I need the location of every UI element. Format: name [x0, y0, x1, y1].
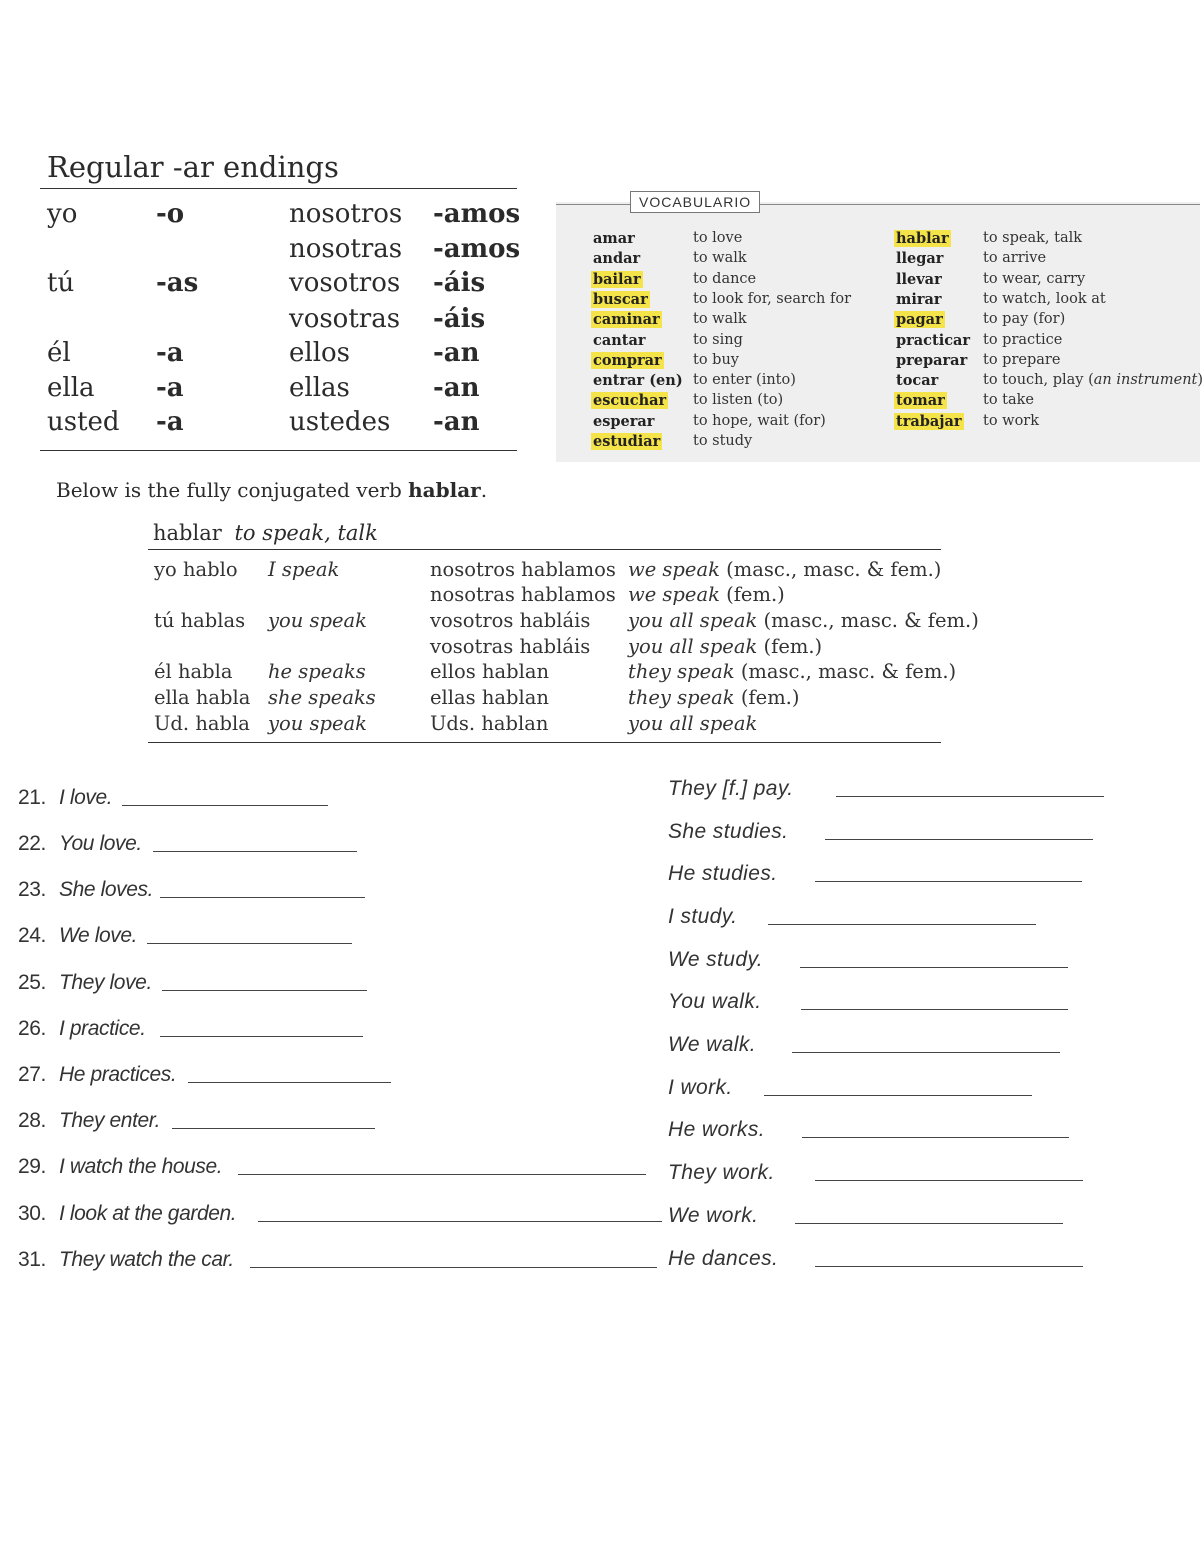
vocab-meaning-text: to work — [983, 412, 1040, 429]
vocab-word: llegar — [896, 250, 944, 268]
ending-plural-subject: nosotros — [289, 199, 403, 229]
conj-singular-english: she speaks — [268, 686, 376, 709]
ending-plural-suffix: -an — [433, 373, 480, 403]
answer-blank — [250, 1267, 657, 1268]
vocab-meaning — [983, 291, 1106, 307]
endings-bottom-rule — [40, 450, 517, 451]
conj-plural: vosotros habláis — [430, 609, 591, 632]
conj-plural-english — [628, 583, 785, 606]
exercise-number: 23. — [18, 878, 46, 901]
conj-singular: ella habla — [154, 686, 251, 709]
conj-plural-english — [628, 609, 979, 632]
vocab-meaning — [983, 311, 1065, 327]
conj-plural-english-text: you all speak — [628, 635, 758, 658]
hablar-table-heading — [153, 521, 378, 545]
answer-blank — [238, 1174, 646, 1175]
vocab-meaning — [983, 332, 1062, 348]
vocab-meaning: to walk — [693, 311, 747, 328]
vocab-meaning — [983, 372, 1203, 388]
vocab-word: tomar — [896, 392, 945, 410]
exercise-prompt: I look at the garden. — [59, 1202, 237, 1225]
conj-singular: él habla — [154, 660, 233, 683]
exercise-prompt: He dances. — [668, 1247, 779, 1270]
vocab-word: buscar — [593, 290, 648, 308]
answer-blank — [764, 1095, 1032, 1096]
vocab-word: bailar — [593, 270, 641, 288]
vocabulary-label: VOCABULARIO — [630, 191, 760, 213]
ending-subject: yo — [47, 199, 78, 229]
vocab-meaning-text: to watch, look at — [983, 290, 1106, 307]
conj-plural-note: (masc., masc. & fem.) — [734, 660, 957, 683]
vocab-word: escuchar — [593, 392, 667, 410]
vocab-meaning — [983, 250, 1046, 266]
conj-singular-english: you speak — [268, 609, 367, 632]
conj-plural-note: (fem.) — [734, 686, 800, 709]
exercise-prompt: He studies. — [668, 862, 778, 885]
conj-plural: ellos hablan — [430, 660, 550, 683]
vocab-meaning: to listen (to) — [693, 392, 784, 409]
vocab-meaning: to walk — [693, 250, 747, 267]
conj-plural: Uds. hablan — [430, 712, 549, 735]
ending-suffix: -a — [156, 373, 184, 403]
ending-subject: tú — [47, 268, 75, 298]
hablar-top-rule — [148, 549, 941, 550]
conj-plural-english — [628, 558, 941, 581]
exercise-prompt: She studies. — [668, 820, 789, 843]
ending-plural-suffix: -amos — [433, 234, 521, 264]
conj-plural-english-text: they speak — [628, 686, 735, 709]
hablar-meaning: to speak, talk — [234, 521, 378, 545]
vocab-meaning — [983, 271, 1085, 287]
vocab-word: esperar — [593, 412, 655, 430]
exercise-number: 24. — [18, 924, 46, 947]
conj-plural: ellas hablan — [430, 686, 549, 709]
answer-blank — [795, 1223, 1063, 1224]
exercise-prompt: He practices. — [59, 1063, 177, 1086]
ending-plural-suffix: -amos — [433, 199, 521, 229]
ending-suffix: -a — [156, 338, 184, 368]
vocab-word: pagar — [896, 311, 943, 329]
exercise-number: 26. — [18, 1017, 46, 1040]
exercise-prompt: We love. — [59, 924, 138, 947]
exercise-number: 21. — [18, 786, 46, 809]
ending-plural-suffix: -an — [433, 338, 480, 368]
vocab-meaning: to look for, search for — [693, 290, 852, 307]
exercise-prompt: I work. — [668, 1076, 733, 1099]
intro-text: Below is the fully conjugated verb — [56, 478, 409, 502]
ending-plural-subject: vosotros — [289, 268, 401, 298]
exercise-prompt: We work. — [668, 1204, 759, 1227]
exercise-number: 25. — [18, 971, 46, 994]
answer-blank — [768, 924, 1036, 925]
vocab-meaning-text: to touch, play — [983, 372, 1084, 389]
answer-blank — [258, 1221, 662, 1222]
exercise-prompt: I practice. — [59, 1017, 146, 1040]
ending-plural-suffix: -áis — [433, 268, 486, 298]
vocab-meaning: to study — [693, 433, 753, 449]
answer-blank — [825, 839, 1093, 840]
conj-plural-english-text: they speak — [628, 660, 735, 683]
exercise-number: 31. — [18, 1248, 46, 1271]
endings-top-rule — [40, 188, 517, 189]
answer-blank — [801, 1009, 1068, 1010]
answer-blank — [815, 1266, 1083, 1267]
exercise-number: 27. — [18, 1063, 46, 1086]
answer-blank — [160, 1036, 363, 1037]
conj-singular: tú hablas — [154, 609, 246, 632]
exercise-number: 29. — [18, 1155, 46, 1178]
conj-plural-note: (fem.) — [757, 635, 823, 658]
vocab-meaning: to dance — [693, 270, 757, 287]
exercise-prompt: They [f.] pay. — [668, 777, 794, 800]
ending-plural-suffix: -áis — [433, 304, 486, 334]
intro-verb: hablar — [408, 478, 481, 502]
exercise-prompt: They work. — [668, 1161, 775, 1184]
vocab-word: practicar — [896, 331, 971, 349]
conj-plural-english-text: we speak — [628, 558, 720, 581]
ending-plural-subject: vosotras — [289, 304, 401, 334]
vocab-meaning: to enter (into) — [693, 372, 796, 389]
ending-plural-subject: ellas — [289, 373, 350, 403]
ending-plural-subject: ellos — [289, 338, 351, 368]
vocab-meaning-text: to arrive — [983, 250, 1047, 267]
vocab-meaning — [983, 392, 1034, 408]
answer-blank — [160, 897, 365, 898]
exercise-prompt: She loves. — [59, 878, 154, 901]
vocab-meaning: to hope, wait (for) — [693, 412, 826, 429]
vocab-meaning-text: to practice — [983, 331, 1063, 348]
conj-plural-note: (masc., masc. & fem.) — [757, 609, 979, 632]
hablar-intro — [56, 478, 487, 502]
vocab-meaning: to sing — [693, 331, 743, 348]
conj-plural-note: (fem.) — [719, 583, 785, 606]
vocab-word: tocar — [896, 372, 939, 390]
exercise-prompt: I love. — [59, 786, 113, 809]
conj-singular-english: you speak — [268, 712, 367, 735]
vocab-word: trabajar — [896, 412, 962, 430]
vocab-meaning-text: to prepare — [983, 351, 1061, 368]
answer-blank — [815, 1180, 1083, 1181]
vocab-meaning-text: to speak, talk — [983, 230, 1083, 246]
conj-plural-english — [628, 635, 822, 658]
intro-period: . — [480, 478, 488, 502]
vocab-word: mirar — [896, 290, 942, 308]
answer-blank — [836, 796, 1104, 797]
answer-blank — [122, 805, 328, 806]
answer-blank — [792, 1052, 1060, 1053]
conj-plural: nosotros hablamos — [430, 558, 616, 581]
conj-plural-english-text: you all speak — [628, 712, 758, 735]
vocab-word: estudiar — [593, 433, 661, 450]
conj-plural-english — [628, 686, 800, 709]
answer-blank — [815, 881, 1082, 882]
answer-blank — [188, 1082, 391, 1083]
vocab-meaning — [983, 230, 1082, 246]
exercise-number: 28. — [18, 1109, 46, 1132]
vocab-word: comprar — [593, 351, 662, 369]
exercise-prompt: They love. — [59, 971, 152, 994]
ending-subject: él — [47, 338, 71, 368]
conj-singular-english: he speaks — [268, 660, 366, 683]
vocab-word: hablar — [896, 230, 949, 247]
hablar-bottom-rule — [148, 742, 941, 743]
ending-plural-subject: nosotras — [289, 234, 403, 264]
ending-suffix: -a — [156, 407, 184, 437]
ending-suffix: -as — [156, 268, 199, 298]
conj-singular: yo hablo — [154, 558, 238, 581]
conj-plural-english-text: you all speak — [628, 609, 758, 632]
conj-plural: vosotras habláis — [430, 635, 591, 658]
ending-subject: usted — [47, 407, 120, 437]
vocab-word: andar — [593, 250, 641, 268]
vocab-word: amar — [593, 230, 635, 247]
exercise-prompt: They enter. — [59, 1109, 161, 1132]
vocab-word: llevar — [896, 270, 942, 288]
ending-subject: ella — [47, 373, 95, 403]
exercise-prompt: I watch the house. — [59, 1155, 223, 1178]
conj-singular-english: I speak — [268, 558, 340, 581]
vocab-meaning-text: to take — [983, 392, 1035, 409]
conj-plural-note: (masc., masc. & fem.) — [719, 558, 942, 581]
answer-blank — [800, 967, 1068, 968]
hablar-verb: hablar — [153, 521, 222, 545]
vocab-meaning — [983, 413, 1039, 429]
exercise-prompt: He works. — [668, 1118, 765, 1141]
vocab-word: preparar — [896, 351, 968, 369]
exercise-prompt: We study. — [668, 948, 764, 971]
conj-plural-english-text: we speak — [628, 583, 720, 606]
vocab-meaning: to love — [693, 230, 743, 246]
conj-plural: nosotras hablamos — [430, 583, 616, 606]
ending-plural-subject: ustedes — [289, 407, 391, 437]
vocab-word: cantar — [593, 331, 646, 349]
answer-blank — [153, 851, 357, 852]
answer-blank — [147, 943, 352, 944]
exercise-prompt: They watch the car. — [59, 1248, 234, 1271]
vocab-meaning: to buy — [693, 351, 739, 368]
conj-singular: Ud. habla — [154, 712, 250, 735]
vocab-word: caminar — [593, 311, 660, 329]
vocab-meaning-paren: ( — [1083, 372, 1094, 389]
ending-suffix: -o — [156, 199, 185, 229]
vocab-word: entrar (en) — [593, 372, 683, 390]
exercise-number: 30. — [18, 1202, 46, 1225]
conj-plural-english — [628, 712, 757, 735]
answer-blank — [172, 1128, 375, 1129]
vocab-meaning-text: to wear, carry — [983, 270, 1086, 287]
vocab-meaning-text: to pay (for) — [983, 311, 1066, 328]
exercise-prompt: We walk. — [668, 1033, 756, 1056]
exercise-prompt: I study. — [668, 905, 738, 928]
endings-title: Regular -ar endings — [47, 150, 339, 184]
vocab-meaning-italic: an instrument — [1093, 372, 1198, 389]
vocab-meaning — [983, 352, 1060, 368]
vocab-meaning-paren: ) — [1197, 372, 1203, 389]
answer-blank — [162, 990, 367, 991]
conj-plural-english — [628, 660, 956, 683]
exercise-prompt: You love. — [59, 832, 142, 855]
exercise-prompt: You walk. — [668, 990, 762, 1013]
answer-blank — [802, 1137, 1069, 1138]
ending-plural-suffix: -an — [433, 407, 480, 437]
exercise-number: 22. — [18, 832, 46, 855]
